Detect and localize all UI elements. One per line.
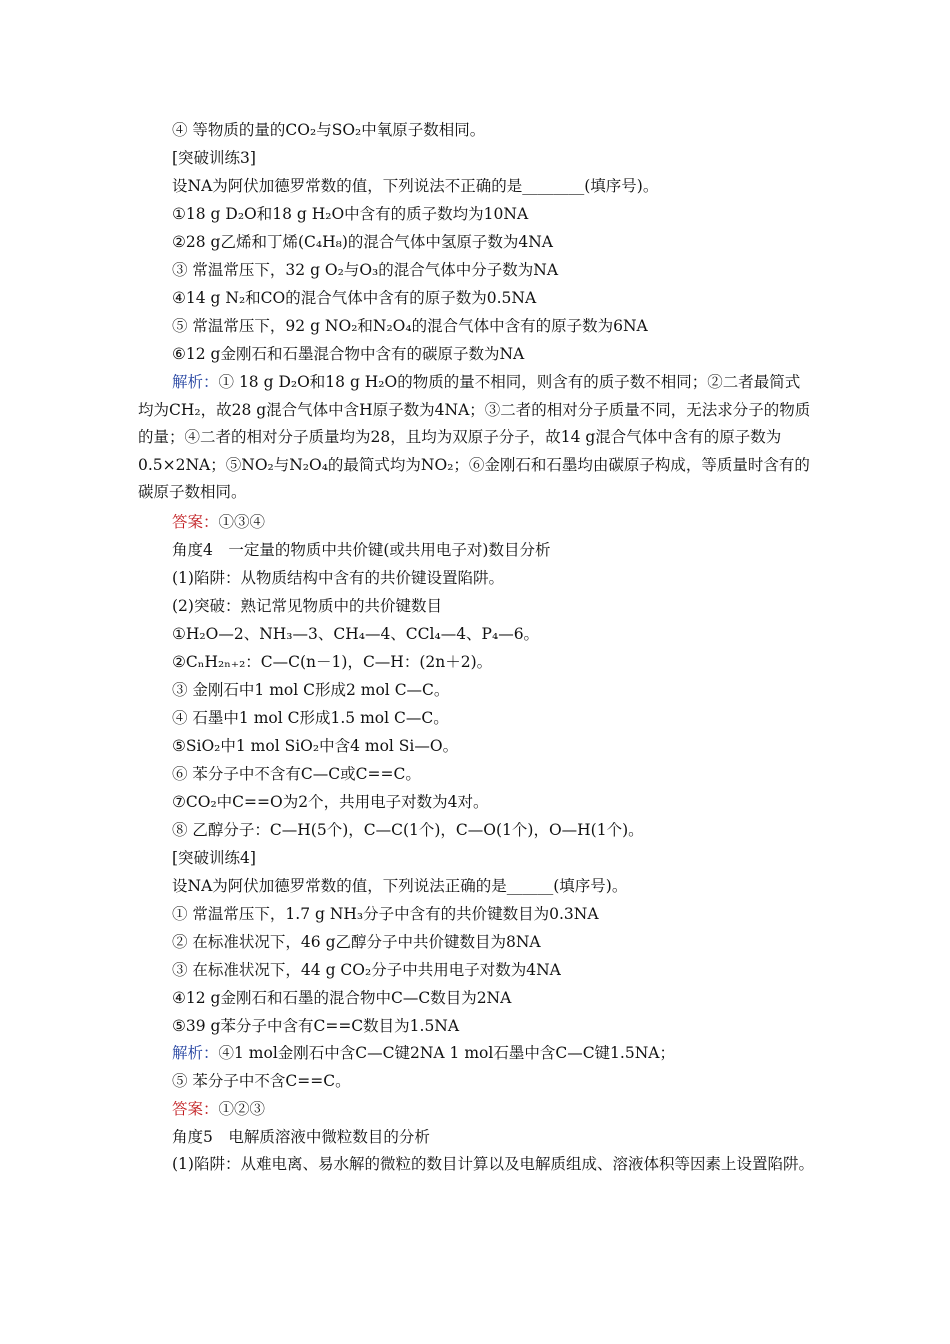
analysis-label: 解析： [172, 373, 219, 391]
text-line: ⑤SiO₂中1 mol SiO₂中含4 mol Si—O。 [172, 737, 459, 755]
option-6: ⑥12 g金刚石和石墨混合物中含有的碳原子数为NA [172, 345, 525, 363]
answer-text: ①③④ [218, 513, 266, 531]
text-line: ⑥ 苯分子中不含有C—C或C==C。 [172, 765, 421, 783]
text-line: ⑧ 乙醇分子：C—H(5个)，C—C(1个)，C—O(1个)，O—H(1个)。 [172, 821, 644, 839]
option-2: ② 在标准状况下，46 g乙醇分子中共价键数目为8NA [172, 933, 541, 951]
text-line: ③ 金刚石中1 mol C形成2 mol C—C。 [172, 681, 450, 699]
option-3: ③ 常温常压下，32 g O₂与O₃的混合气体中分子数为NA [172, 261, 559, 279]
option-3: ③ 在标准状况下，44 g CO₂分子中共用电子对数为4NA [172, 961, 561, 979]
analysis-text: ④1 mol金刚石中含C—C键2NA 1 mol石墨中含C—C键1.5NA； [218, 1044, 675, 1062]
subsection-heading: 角度4 一定量的物质中共价键(或共用电子对)数目分析 [172, 541, 551, 559]
section-heading: [突破训练3] [172, 149, 256, 167]
text-line: (1)陷阱：从物质结构中含有的共价键设置陷阱。 [172, 569, 504, 587]
text-line: ④ 等物质的量的CO₂与SO₂中氧原子数相同。 [172, 121, 486, 139]
answer-label: 答案： [172, 513, 219, 531]
question-stem: 设NA为阿伏加德罗常数的值，下列说法正确的是______(填序号)。 [172, 877, 628, 895]
analysis-line-2 [172, 1042, 675, 1064]
text-line: ②CₙH₂ₙ₊₂：C—C(n－1)，C—H：(2n＋2)。 [172, 653, 493, 671]
option-5: ⑤39 g苯分子中含有C==C数目为1.5NA [172, 1017, 460, 1035]
option-1: ①18 g D₂O和18 g H₂O中含有的质子数均为10NA [172, 205, 529, 223]
subsection-heading: 角度5 电解质溶液中微粒数目的分析 [172, 1128, 430, 1146]
analysis-label: 解析： [172, 1044, 219, 1062]
text-line: ⑤ 苯分子中不含C==C。 [172, 1072, 351, 1090]
answer-line-2 [172, 1098, 265, 1120]
option-2: ②28 g乙烯和丁烯(C₄H₈)的混合气体中氢原子数为4NA [172, 233, 553, 251]
option-5: ⑤ 常温常压下，92 g NO₂和N₂O₄的混合气体中含有的原子数为6NA [172, 317, 648, 335]
text-line: (2)突破：熟记常见物质中的共价键数目 [172, 597, 442, 615]
answer-line-1 [172, 511, 265, 533]
option-1: ① 常温常压下，1.7 g NH₃分子中含有的共价键数目为0.3NA [172, 905, 599, 923]
text-line: ①H₂O—2、NH₃—3、CH₄—4、CCl₄—4、P₄—6。 [172, 625, 540, 643]
option-4: ④14 g N₂和CO的混合气体中含有的原子数为0.5NA [172, 289, 537, 307]
text-line: ⑦CO₂中C==O为2个，共用电子对数为4对。 [172, 793, 489, 811]
option-4: ④12 g金刚石和石墨的混合物中C—C数目为2NA [172, 989, 512, 1007]
question-stem: 设NA为阿伏加德罗常数的值，下列说法不正确的是________(填序号)。 [172, 177, 659, 195]
answer-label: 答案： [172, 1100, 219, 1118]
analysis-text: ① 18 g D₂O和18 g H₂O的物质的量不相同，则含有的质子数不相同；②二者最简式均为CH₂，故28 g混合气体中含H原子数为4NA；③二者的相对分子质量不同，无法求分子的物质的量；④二者的相对分子质量均为28，且均为双原子分子，故14 g混合气体中含有的原子数为0.5×2NA；⑤NO₂与N₂O₄的最简式均为NO₂；⑥金刚石和石墨均由碳原子构成，等质量时含有的碳原子数相同。 [138, 373, 811, 501]
section-heading: [突破训练4] [172, 849, 256, 867]
trap-paragraph: (1)陷阱：从难电离、易水解的微粒的数目计算以及电解质组成、溶液体积等因素上设置陷阱。 [172, 1155, 814, 1173]
analysis-paragraph-1 [138, 369, 814, 507]
answer-text: ①②③ [218, 1100, 266, 1118]
text-line: ④ 石墨中1 mol C形成1.5 mol C—C。 [172, 709, 449, 727]
